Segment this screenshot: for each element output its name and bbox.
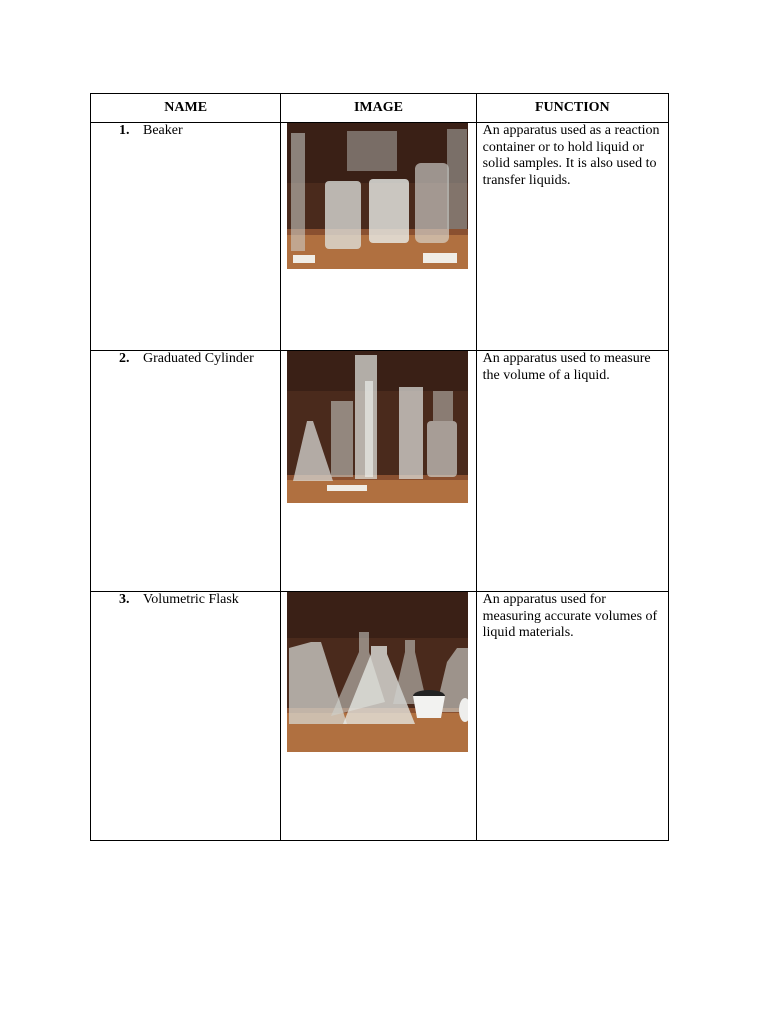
function-cell: An apparatus used as a reaction container or to hold liquid or solid samples. It is also used to transfer liquids.	[476, 123, 668, 351]
header-function: FUNCTION	[476, 94, 668, 123]
name-cell	[91, 351, 281, 592]
image-cell	[281, 351, 476, 592]
header-name: NAME	[91, 94, 281, 123]
table-row	[91, 123, 669, 351]
volumetric-flask-photo	[287, 592, 468, 752]
table-row	[91, 592, 669, 841]
beaker-photo	[287, 123, 468, 269]
function-cell: An apparatus used to measure the volume of a liquid.	[476, 351, 668, 592]
item-name: Beaker	[143, 123, 183, 138]
function-cell: An apparatus used for measuring accurate volumes of liquid materials.	[476, 592, 668, 841]
name-cell	[91, 123, 281, 351]
name-cell	[91, 592, 281, 841]
image-cell	[281, 123, 476, 351]
image-cell	[281, 592, 476, 841]
item-number: 2.	[119, 351, 130, 366]
item-number: 1.	[119, 123, 130, 138]
apparatus-table	[90, 93, 669, 841]
table-row	[91, 351, 669, 592]
header-image: IMAGE	[281, 94, 476, 123]
item-name: Graduated Cylinder	[143, 351, 254, 366]
table-header-row	[91, 94, 669, 123]
item-number: 3.	[119, 592, 130, 607]
graduated-cylinder-photo	[287, 351, 468, 503]
item-name: Volumetric Flask	[143, 592, 239, 607]
